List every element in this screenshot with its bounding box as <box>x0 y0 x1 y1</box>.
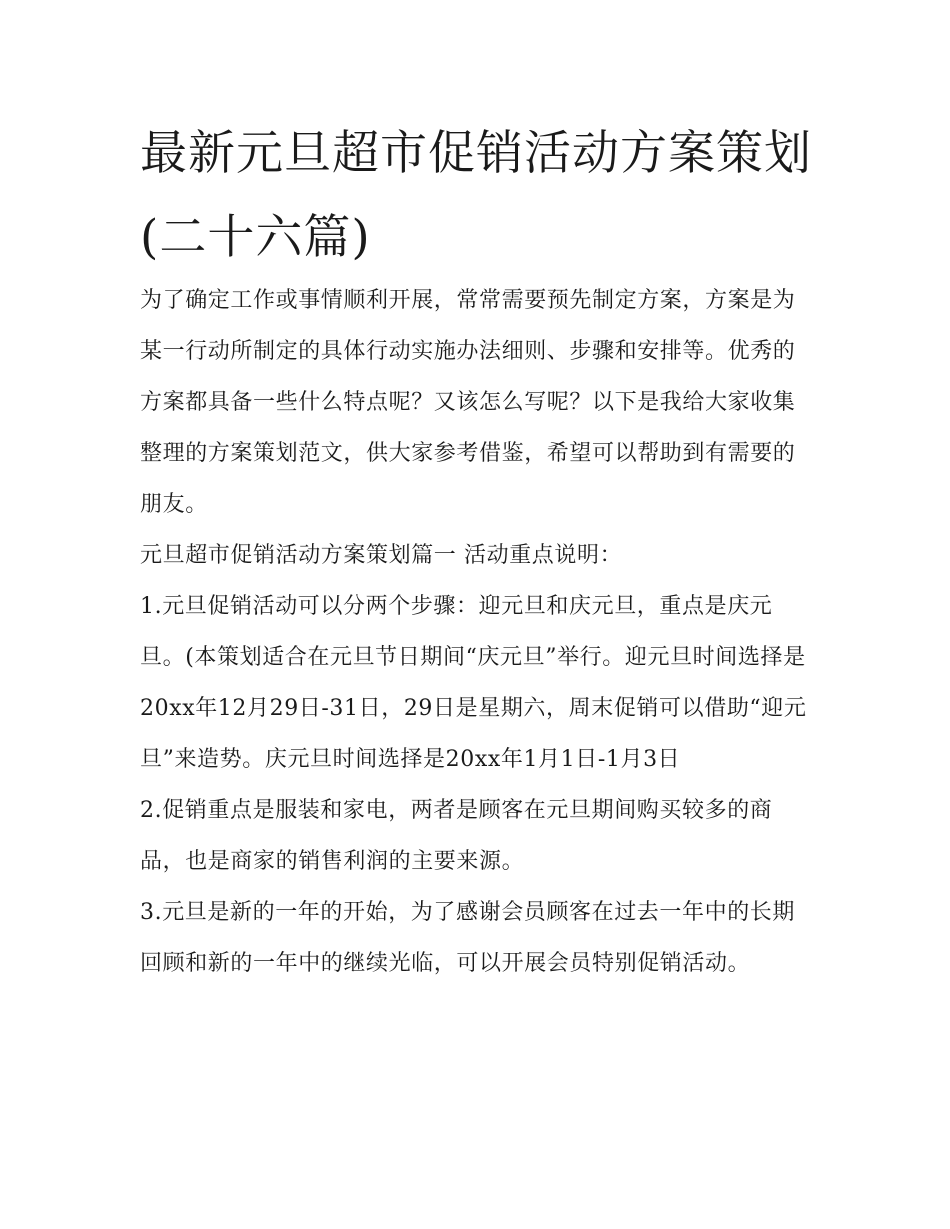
document-body <box>140 275 816 989</box>
point-3-paragraph: 3.元旦是新的一年的开始，为了感谢会员顾客在过去一年中的长期回顾和新的一年中的继续光临，可以开展会员特别促销活动。 <box>140 900 795 976</box>
intro-paragraph: 为了确定工作或事情顺利开展，常常需要预先制定方案，方案是为某一行动所制定的具体行动实施办法细则、步骤和安排等。优秀的方案都具备一些什么特点呢？又该怎么写呢？以下是我给大家收集整理的方案策划范文，供大家参考借鉴，希望可以帮助到有需要的朋友。 <box>140 288 796 517</box>
point-2-paragraph: 2.促销重点是服装和家电，两者是顾客在元旦期间购买较多的商品，也是商家的销售利润的主要来源。 <box>140 798 773 874</box>
section-heading: 元旦超市促销活动方案策划篇一 活动重点说明： <box>140 543 623 568</box>
point-1-paragraph: 1.元旦促销活动可以分两个步骤：迎元旦和庆元旦，重点是庆元旦。(本策划适合在元旦节日期间“庆元旦”举行。迎元旦时间选择是20xx年12月29日-31日，29日是星期六，周末促销可以借助“迎元旦”来造势。庆元旦时间选择是20xx年1月1日-1月3日 <box>140 594 807 772</box>
document-title: 最新元旦超市促销活动方案策划(二十六篇) <box>140 126 812 265</box>
